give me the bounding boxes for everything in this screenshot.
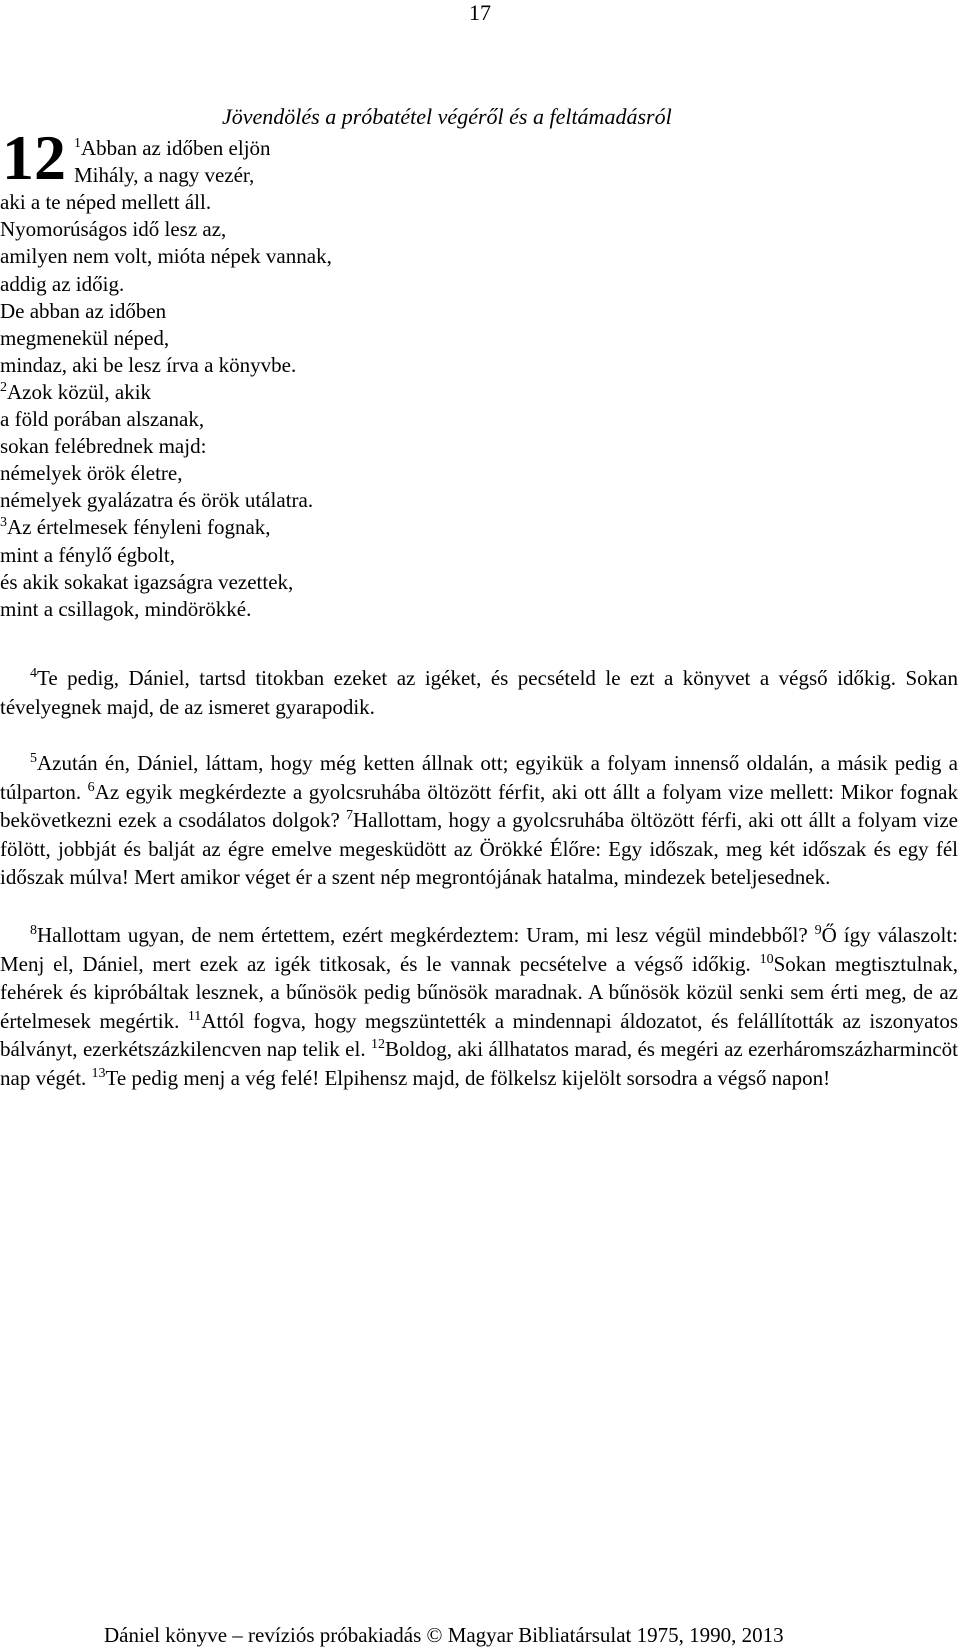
page-number: 17 [469,0,491,25]
verse-text: Te pedig, Dániel, tartsd titokban ezeket az igéket, és pecsételd le ezt a könyvet a végső időkig. Sokan tévelyegnek majd, de az ismeret gyarapodik. [0,666,958,719]
poem-line [0,352,296,378]
poem-line-text: Abban az időben eljön [81,136,271,160]
poem-line-text: mint a fénylő égbolt, [0,542,175,567]
verse-number: 12 [370,1037,385,1053]
verse-text: Sokan megtisztulnak, fehérek és kipróbáltak lesznek, a bűnösök pedig bűnösök maradnak. A bűnösök közül senki sem érti meg, de az értelmesek megértik. [0,951,958,1033]
poem-line-text: De abban az időben [0,298,167,323]
verse-text: Attól fogva, hogy megszüntették a mindennapi áldozatot, és felállították az iszonyatos bálványt, ezerkétszázkilencven nap telik el. [0,1008,959,1062]
poem-line-text: sokan felébrednek majd: [0,434,207,459]
poem-line-text: Mihály, a nagy vezér, [74,163,255,188]
verse-number: 2 [0,379,7,395]
poem-line [0,596,251,622]
verse-text: Ő így válaszolt: Menj el, Dániel, mert ezek az igék titkosak, és le vannak pecsételve a végső időkig. [0,923,958,976]
poem-line [0,379,151,405]
paragraph-verses-8-13 [0,921,958,1093]
verse-text: Az egyik megkérdezte a gyolcsruhába öltözött férfit, aki ott állt a folyam vize mellett: Mikor fognak bekövetkezni ezek a csodálatos dolgok? [0,779,958,833]
poem-line [0,406,204,432]
verse-number: 3 [0,515,7,531]
verse-text: Te pedig menj a vég felé! Elpihensz majd, de fölkelsz kijelölt sorsodra a végső napon! [105,1065,831,1090]
poem-line [0,487,313,513]
poem-line [0,189,211,215]
verse-number: 9 [814,923,822,938]
footer-text: Dániel könyve – revíziós próbakiadás © Magyar Bibliatársulat 1975, 1990, 2013 [104,1623,784,1647]
poem-line-text: aki a te néped mellett áll. [0,190,212,215]
verse-number: 4 [30,666,37,681]
poem-line [0,542,175,568]
poem-line-text: mint a csillagok, mindörökké. [0,596,252,621]
verse-text: Boldog, aki állhatatos marad, és megéri az ezerháromszázharmincöt nap végét. [0,1037,958,1090]
poem-line-text: megmenekül néped, [0,325,170,350]
poem-line-text: némelyek örök életre, [0,461,183,486]
verse-number: 13 [91,1065,106,1081]
verse-number: 8 [30,923,37,938]
poem-line-text: és akik sokakat igazságra vezettek, [0,569,294,594]
poem-line-text: Azok közül, akik [7,379,152,404]
verse-text: Hallottam ugyan, de nem értettem, ezért megkérdeztem: Uram, mi lesz végül mindebből? [37,923,815,947]
poem-line [74,135,271,161]
verse-number: 7 [346,808,354,824]
poem-line-text: Nyomorúságos idő lesz az, [0,217,227,242]
poem-line-text: addig az időig. [0,271,125,296]
poem-line [0,298,166,324]
poem-line [0,460,183,486]
poem-line [74,162,254,188]
poem-line-text: némelyek gyalázatra és örök utálatra. [0,488,314,513]
chapter-number: 12 [2,122,66,193]
section-title: Jövendölés a próbatétel végéről és a feltámadásról [222,104,672,129]
poem-line [0,325,169,351]
paragraph-verse-4 [0,664,958,721]
verse-number: 5 [30,751,37,766]
paragraph-verses-5-7 [0,749,958,892]
verse-text: Hallottam, hogy a gyolcsruhába öltözött férfi, aki ott állt a folyam vize fölött, jobbját és balját az égre emelve megesküdött az Örökké Élőre: Egy időszak, meg két időszak és egy fél időszak múlva! Mert amikor véget ér a szent nép megrontójának hatalma, mindezek beteljesednek. [0,808,959,890]
poem-line-text: Az értelmesek fényleni fognak, [7,515,271,540]
poem-line [0,569,293,595]
poem-line [0,271,124,297]
poem-line [0,433,206,459]
poem-line-text: a föld porában alszanak, [0,407,205,431]
poem-line [0,243,332,269]
verse-number: 11 [187,1008,202,1024]
verse-number: 6 [87,779,95,795]
poem-line [0,216,226,242]
verse-text: Azután én, Dániel, láttam, hogy még ketten állnak ott; egyikük a folyam innenső oldalán, a másik pedig a túlparton. [0,751,958,804]
poem-line-text: amilyen nem volt, mióta népek vannak, [0,244,332,269]
poem-line [0,514,271,540]
verse-number: 10 [759,951,774,967]
verse-number: 1 [74,136,81,151]
poem-line-text: mindaz, aki be lesz írva a könyvbe. [0,352,297,377]
